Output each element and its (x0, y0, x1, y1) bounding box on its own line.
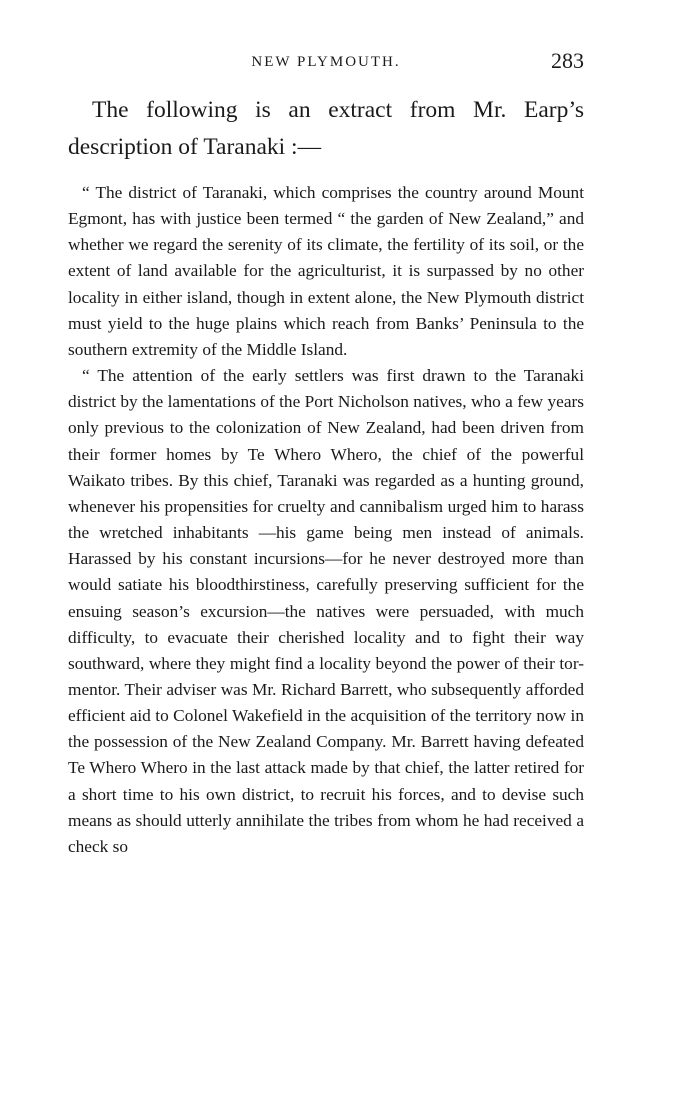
intro-paragraph: The following is an extract from Mr. Earp’s description of Taranaki :— (68, 97, 584, 160)
running-head (68, 48, 584, 78)
page-number: 283 (551, 48, 584, 73)
quote-paragraph-2: “ The attention of the early settlers was first drawn to the Taranaki district by the lamentations of the Port Nicholson natives, who a few years only previous to the colonization of New Zealand, had been driven from their former homes by Te Whero Whero, the chief of the powerful Waikato tribes. By this chief, Taranaki was regarded as a hunting ground, whenever his propensities for cruelty and cannibalism urged him to harass the wretched inhabitants —his game being men instead of animals. Harassed by his constant incursions—for he never destroyed more than would satiate his bloodthirstiness, carefully preserving sufficient for the ensuing season’s excursion—the natives were persuaded, with much difficulty, to evacuate their cherished locality and to fight their way southward, where they might find a locality beyond the power of their tor- mentor. Their adviser was Mr. Richard Barrett, who subsequently afforded efficient aid to Colonel Wakefield in the acquisition of the territory now in the possession of the New Zealand Company. Mr. Barrett having defeated Te Whero Whero in the last attack made by that chief, the latter retired for a short time to his own district, to recruit his forces, and to devise such means as should utterly annihilate the tribes from whom he had received a check so (68, 366, 584, 856)
quoted-extract (68, 180, 584, 860)
quote-paragraph-1: “ The district of Taranaki, which comprises the country around Mount Egmont, has with justice been termed “ the garden of New Zealand,” and whether we regard the serenity of its climate, the fertility of its soil, or the extent of land available for the agriculturist, it is surpassed by no other locality in either island, though in extent alone, the New Plymouth district must yield to the huge plains which reach from Banks’ Peninsula to the southern extremity of the Middle Island. (68, 183, 584, 359)
running-title: NEW PLYMOUTH. (251, 54, 401, 70)
